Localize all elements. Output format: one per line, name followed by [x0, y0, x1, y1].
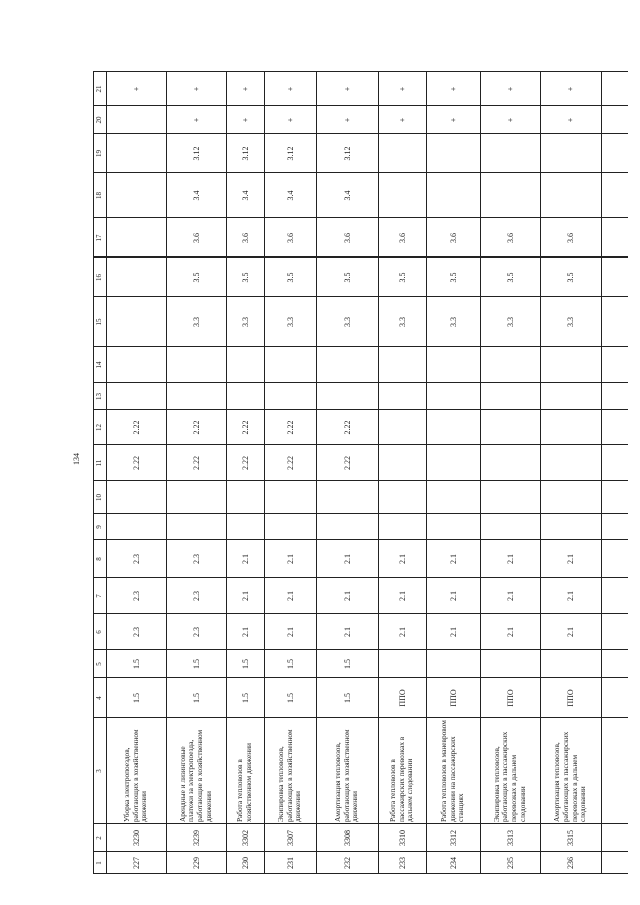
column-header: 18 [95, 192, 103, 199]
table-cell: 3.3 [505, 317, 515, 327]
table-cell [378, 383, 426, 410]
column-header: 7 [95, 594, 103, 598]
table-cell: 2.22 [342, 420, 352, 435]
table-cell: 2.1 [397, 627, 407, 637]
table-cell: 2.1 [566, 554, 575, 564]
table-cell: 3239 [191, 830, 201, 846]
table-cell: 3.3 [448, 317, 458, 327]
row-description: Уборка электропоездов, работающих в хозяйственном движении [122, 729, 149, 822]
column-border [93, 823, 628, 824]
table-cell [226, 481, 264, 514]
rotated-table-frame [93, 72, 628, 874]
table-cell [106, 134, 166, 173]
table-cell [540, 134, 601, 173]
row-border [226, 72, 227, 874]
table-cell [426, 410, 480, 445]
table-cell: + [240, 117, 250, 123]
table-cell: 2.1 [448, 591, 458, 601]
table-cell: 3.6 [285, 233, 295, 243]
table-cell: 3.6 [566, 233, 575, 243]
table-cell: 3.5 [342, 272, 352, 283]
table-cell [480, 134, 540, 173]
column-border [93, 382, 628, 383]
table-cell [480, 173, 540, 218]
table-cell: ППО [505, 689, 515, 707]
table-cell: 3.12 [285, 146, 295, 161]
table-cell: 1.5 [240, 659, 250, 669]
table-cell [378, 347, 426, 383]
table-cell: 1.5 [191, 659, 201, 669]
table-cell: 3.4 [285, 190, 295, 201]
table-cell [426, 383, 480, 410]
row-border [106, 72, 107, 874]
table-cell [540, 514, 601, 540]
column-header: 4 [95, 696, 103, 700]
table-cell: 3.12 [191, 146, 201, 161]
table-cell [426, 173, 480, 218]
table-cell: 3.5 [448, 272, 458, 283]
table-cell: 1.5 [342, 659, 352, 669]
column-header: 2 [95, 836, 103, 840]
table-cell [264, 481, 316, 514]
column-header: 19 [95, 150, 103, 157]
table-cell: 2.1 [448, 554, 458, 564]
table-cell: 2.22 [131, 456, 141, 470]
column-border [93, 480, 628, 481]
table-cell [426, 514, 480, 540]
row-description: Амортизация тепловозов, работающих в пассажирских перевозках в дальнем следовании [552, 731, 588, 822]
table-cell: 2.1 [240, 554, 250, 564]
table-cell: 235 [505, 857, 515, 869]
row-description: Экипировка тепловозов, работающих в хозяйственном движении [276, 729, 303, 822]
column-header: 14 [95, 361, 103, 369]
column-border [93, 513, 628, 514]
data-table [93, 72, 628, 874]
table-cell: + [285, 86, 295, 92]
table-cell: 3.5 [505, 272, 515, 283]
table-cell: 2.3 [131, 591, 141, 601]
table-cell: 2.1 [285, 554, 295, 564]
column-header: 8 [95, 557, 103, 561]
table-cell: 2.22 [285, 420, 295, 435]
table-cell [226, 347, 264, 383]
table-cell: ППО [566, 689, 575, 707]
table-cell: 3.5 [240, 272, 250, 283]
table-cell: 1.5 [342, 693, 352, 703]
row-border [264, 72, 265, 874]
column-border [93, 256, 628, 258]
column-border [93, 444, 628, 445]
table-cell: + [191, 117, 201, 123]
page-number: 134 [72, 453, 81, 465]
table-cell: 2.22 [131, 420, 141, 435]
table-cell: + [342, 86, 352, 92]
row-border [426, 72, 427, 874]
table-cell: 3.3 [566, 317, 575, 327]
table-cell: 2.1 [342, 627, 352, 637]
column-header: 9 [95, 525, 103, 529]
table-cell: 2.22 [240, 420, 250, 435]
table-cell: 3.5 [285, 272, 295, 283]
column-border [93, 296, 628, 297]
table-cell: 232 [342, 857, 352, 869]
table-cell: 2.3 [191, 554, 201, 564]
column-border [93, 539, 628, 540]
table-cell: 2.1 [448, 627, 458, 637]
table-cell [480, 481, 540, 514]
table-cell: + [397, 86, 407, 92]
table-cell: 2.3 [131, 554, 141, 564]
column-header: 13 [95, 393, 103, 400]
column-border [93, 71, 628, 72]
row-border [378, 72, 379, 874]
column-border [93, 346, 628, 347]
table-cell: 1.5 [285, 693, 295, 703]
table-cell: 3.6 [191, 233, 201, 243]
table-cell: 1.5 [285, 659, 295, 669]
table-cell: 2.3 [131, 627, 141, 637]
table-cell [166, 347, 226, 383]
table-cell: 3.6 [505, 233, 515, 243]
table-cell [426, 650, 480, 678]
row-description: Работа тепловозов в пассажирских перевозках в дальнем следовании [388, 736, 415, 822]
row-description: Работа тепловозов в маневровом движении на пассажирских станциях [439, 720, 466, 822]
table-cell: 3315 [566, 830, 575, 846]
table-cell [106, 383, 166, 410]
column-header: 20 [95, 116, 103, 124]
table-cell: 3313 [505, 830, 515, 846]
table-cell [106, 258, 166, 297]
table-cell [166, 481, 226, 514]
table-cell [166, 514, 226, 540]
table-cell: 230 [240, 857, 250, 869]
table-cell [106, 481, 166, 514]
table-cell: 3.3 [240, 317, 250, 327]
table-cell [480, 514, 540, 540]
table-cell [540, 410, 601, 445]
table-cell [426, 347, 480, 383]
row-border [540, 72, 541, 874]
table-cell [106, 297, 166, 347]
table-cell: + [131, 86, 141, 92]
table-cell [316, 383, 378, 410]
table-cell: 2.1 [240, 627, 250, 637]
column-header: 15 [95, 318, 103, 326]
table-cell [316, 481, 378, 514]
table-cell: 3.3 [397, 317, 407, 327]
table-cell: 2.1 [240, 591, 250, 601]
table-cell [106, 173, 166, 218]
table-cell [166, 383, 226, 410]
table-cell: 2.1 [505, 627, 515, 637]
table-cell [480, 347, 540, 383]
column-border [93, 613, 628, 614]
table-cell: 2.22 [342, 456, 352, 470]
table-cell: 2.1 [285, 627, 295, 637]
table-cell: 2.3 [191, 627, 201, 637]
column-border [93, 217, 628, 218]
table-cell: 3.4 [240, 190, 250, 201]
table-cell: 1.5 [240, 693, 250, 703]
column-header: 17 [95, 234, 103, 242]
column-header: 16 [95, 274, 103, 281]
table-cell [540, 173, 601, 218]
table-cell: 233 [397, 857, 407, 869]
column-header: 10 [95, 494, 103, 501]
table-cell [316, 514, 378, 540]
table-cell [540, 481, 601, 514]
table-cell: 3.5 [191, 272, 201, 283]
table-cell [378, 134, 426, 173]
table-cell: 2.22 [191, 456, 201, 470]
row-description: Амортизация тепловозов, работающих в хозяйственном движении [333, 729, 360, 822]
table-cell: 234 [448, 857, 458, 869]
column-border [93, 133, 628, 134]
table-cell: + [505, 117, 515, 123]
table-cell [106, 218, 166, 258]
table-cell [106, 106, 166, 134]
table-cell [378, 445, 426, 481]
table-cell: 3.6 [397, 233, 407, 243]
table-cell [378, 173, 426, 218]
table-cell: + [240, 86, 250, 92]
table-cell: + [566, 117, 575, 123]
column-border [93, 172, 628, 173]
table-cell: 3.4 [191, 190, 201, 201]
table-cell [264, 383, 316, 410]
column-border [93, 873, 628, 874]
table-cell: 3.12 [240, 146, 250, 161]
column-header: 1 [95, 861, 103, 865]
column-border [93, 105, 628, 106]
table-cell: + [342, 117, 352, 123]
column-header: 12 [95, 424, 103, 431]
table-cell: 3.3 [342, 317, 352, 327]
table-cell: 231 [285, 857, 295, 869]
row-border [480, 72, 481, 874]
table-cell: 3312 [448, 830, 458, 846]
column-header: 5 [95, 662, 103, 666]
table-cell: 2.1 [285, 591, 295, 601]
table-cell [106, 347, 166, 383]
table-cell: 3.12 [342, 146, 352, 161]
row-description: Арендные и лизинговые платежи за электропоезда, работающие в хозяйственном движении [177, 729, 213, 822]
table-cell [226, 514, 264, 540]
table-cell: + [505, 86, 515, 92]
table-cell [480, 410, 540, 445]
row-border [601, 72, 602, 874]
table-cell: + [448, 86, 458, 92]
table-cell: 3307 [285, 830, 295, 846]
table-cell [378, 650, 426, 678]
table-cell [480, 650, 540, 678]
table-cell: 3308 [342, 830, 352, 846]
table-cell: 3.5 [397, 272, 407, 283]
table-cell [378, 410, 426, 445]
table-cell: 227 [131, 857, 141, 869]
table-cell: 2.1 [397, 554, 407, 564]
table-cell: 3.6 [240, 233, 250, 243]
table-cell: 3310 [397, 830, 407, 846]
table-cell: 2.1 [397, 591, 407, 601]
table-cell [378, 481, 426, 514]
table-cell: 3.3 [285, 317, 295, 327]
column-border [93, 677, 628, 678]
table-cell: 236 [566, 857, 575, 869]
row-description: Работа тепловозов в хозяйственном движении [235, 743, 253, 822]
row-description: Экипировка тепловозов, работающих в пассажирских перевозках в дальнем следовании [491, 731, 527, 822]
table-cell: + [397, 117, 407, 123]
table-cell: 3.3 [191, 317, 201, 327]
row-border [93, 72, 94, 874]
column-border [93, 851, 628, 852]
row-border [316, 72, 317, 874]
column-header: 11 [95, 459, 103, 467]
table-cell [226, 383, 264, 410]
table-cell: 2.22 [285, 456, 295, 470]
column-header: 21 [95, 85, 103, 93]
table-cell: + [285, 117, 295, 123]
table-cell: 3.4 [342, 190, 352, 201]
table-cell: 2.1 [505, 591, 515, 601]
row-border [166, 72, 167, 874]
column-border [93, 649, 628, 650]
table-cell: 229 [191, 857, 201, 869]
table-cell [378, 514, 426, 540]
table-cell: + [191, 86, 201, 92]
table-cell: 2.22 [191, 420, 201, 435]
table-cell: + [566, 86, 575, 92]
table-cell: 1.5 [131, 659, 141, 669]
table-cell: 1.5 [191, 693, 201, 703]
column-border [93, 409, 628, 410]
table-cell [106, 514, 166, 540]
table-cell: 2.22 [240, 456, 250, 470]
table-cell [426, 445, 480, 481]
table-cell [316, 347, 378, 383]
table-cell [426, 481, 480, 514]
table-cell: 3.6 [342, 233, 352, 243]
table-cell [540, 445, 601, 481]
table-cell [426, 134, 480, 173]
table-cell: 2.1 [342, 554, 352, 564]
table-cell: 3.6 [448, 233, 458, 243]
table-cell: 3230 [131, 830, 141, 846]
table-cell [540, 650, 601, 678]
column-border [93, 717, 628, 718]
table-cell: ППО [397, 689, 407, 707]
table-cell: 1.5 [131, 693, 141, 703]
table-cell: 3302 [240, 830, 250, 846]
table-cell: 2.1 [566, 591, 575, 601]
column-border [93, 577, 628, 578]
column-header: 6 [95, 630, 103, 634]
column-header: 3 [95, 769, 103, 773]
table-cell [480, 383, 540, 410]
table-cell [264, 514, 316, 540]
table-cell: 3.5 [566, 272, 575, 283]
table-cell: ППО [448, 689, 458, 707]
table-cell: 2.1 [342, 591, 352, 601]
table-cell [540, 383, 601, 410]
table-cell: 2.1 [505, 554, 515, 564]
table-cell: 2.3 [191, 591, 201, 601]
table-cell [480, 445, 540, 481]
table-cell [540, 347, 601, 383]
table-cell: 2.1 [566, 627, 575, 637]
table-cell: + [448, 117, 458, 123]
table-cell [264, 347, 316, 383]
